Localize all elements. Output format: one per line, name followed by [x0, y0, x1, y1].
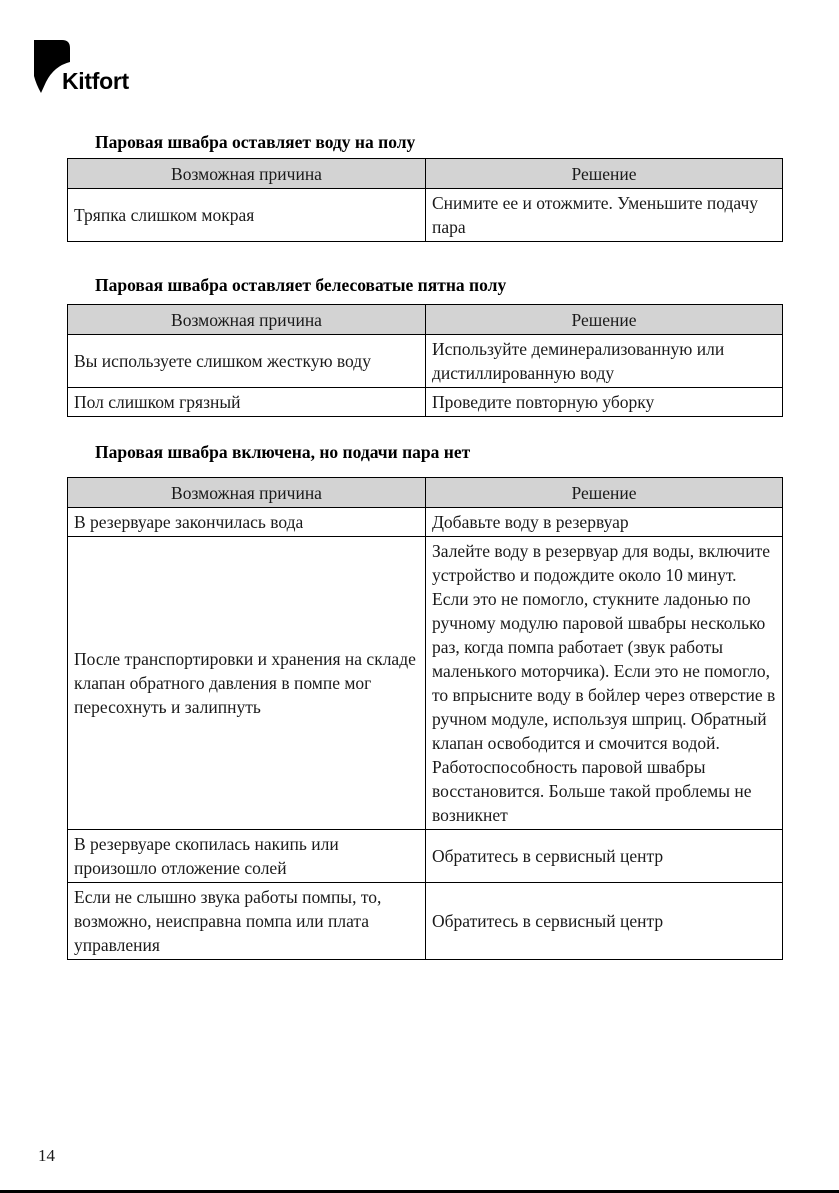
solution-cell: Проведите повторную уборку: [426, 388, 783, 417]
section-3-table: [67, 477, 783, 960]
section-2-title: Паровая швабра оставляет белесоватые пятна полу: [95, 275, 507, 295]
solution-cell: Добавьте воду в резервуар: [426, 508, 783, 537]
solution-cell: Обратитесь в сервисный центр: [426, 883, 783, 960]
table-row: [68, 883, 783, 960]
cause-cell: После транспортировки и хранения на складе клапан обратного давления в помпе мог пересохнуть и залипнуть: [68, 537, 426, 830]
cause-cell: Если не слышно звука работы помпы, то, возможно, неисправна помпа или плата управления: [68, 883, 426, 960]
header-cause: Возможная причина: [68, 478, 426, 508]
table-header-row: [68, 305, 783, 335]
cause-cell: В резервуаре закончилась вода: [68, 508, 426, 537]
header-solution: Решение: [426, 159, 783, 189]
table-row: [68, 388, 783, 417]
table-header-row: [68, 478, 783, 508]
brand-name: Kitfort: [62, 68, 129, 94]
cause-cell: Вы используете слишком жесткую воду: [68, 335, 426, 388]
table-row: [68, 508, 783, 537]
table-header-row: [68, 159, 783, 189]
table-row: [68, 830, 783, 883]
table-row: [68, 189, 783, 242]
section-2-table: [67, 304, 783, 417]
cause-cell: В резервуаре скопилась накипь или произошло отложение солей: [68, 830, 426, 883]
solution-cell: Залейте воду в резервуар для воды, включите устройство и подождите около 10 минут. Если это не помогло, стукните ладонью по ручному модулю паровой швабры несколько раз, когда помпа работает (звук работы маленького моторчика). Если это не помогло, то впрысните воду в бойлер через отверстие в ручном модуле, используя шприц. Обратный клапан освободится и смочится водой. Работоспособность паровой швабры восстановится. Больше такой проблемы не возникнет: [426, 537, 783, 830]
solution-cell: Используйте деминерализованную или дистиллированную воду: [426, 335, 783, 388]
header-solution: Решение: [426, 478, 783, 508]
table-row: [68, 537, 783, 830]
header-cause: Возможная причина: [68, 305, 426, 335]
section-1-title: Паровая швабра оставляет воду на полу: [95, 132, 416, 152]
header-solution: Решение: [426, 305, 783, 335]
cause-cell: Пол слишком грязный: [68, 388, 426, 417]
solution-cell: Обратитесь в сервисный центр: [426, 830, 783, 883]
section-3-title: Паровая швабра включена, но подачи пара нет: [95, 442, 471, 462]
page-number: 14: [38, 1146, 55, 1165]
solution-cell: Снимите ее и отожмите. Уменьшите подачу пара: [426, 189, 783, 242]
cause-cell: Тряпка слишком мокрая: [68, 189, 426, 242]
section-1-table: [67, 158, 783, 242]
header-cause: Возможная причина: [68, 159, 426, 189]
table-row: [68, 335, 783, 388]
